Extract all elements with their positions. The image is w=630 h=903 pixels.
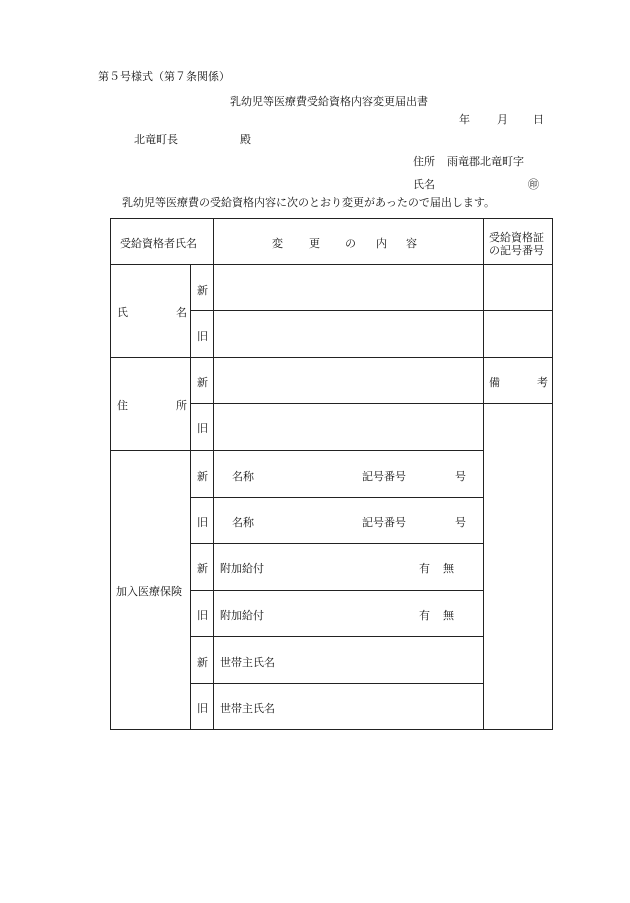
column-header-content-char: の — [345, 237, 356, 250]
addressee-honorific: 殿 — [240, 133, 251, 146]
insurance-number-suffix: 号 — [455, 470, 466, 483]
remarks-label-char: 考 — [537, 376, 548, 389]
supplement-old-mark: 旧 — [197, 609, 208, 622]
column-header-content-char: 容 — [406, 237, 417, 250]
column-header-cert-line1: 受給資格証 — [489, 231, 544, 244]
column-header-content-char: 変 — [272, 237, 283, 250]
insurance-name-old-mark: 旧 — [197, 516, 208, 529]
household-head-label: 世帯主氏名 — [220, 656, 275, 669]
address-section-label-char: 住 — [117, 399, 128, 412]
head-old-mark: 旧 — [197, 702, 208, 715]
insurance-name-label: 名称 — [232, 470, 254, 483]
insurance-code-label: 記号番号 — [362, 516, 406, 529]
supplement-no: 無 — [443, 562, 454, 575]
applicant-name-label: 氏名 — [413, 178, 435, 191]
addressee-town: 北竜町長 — [134, 133, 178, 146]
table-frame — [110, 218, 553, 730]
supplement-yes: 有 — [419, 562, 430, 575]
remarks-label-char: 備 — [489, 376, 500, 389]
name-old-mark: 旧 — [197, 330, 208, 343]
column-header-content-char: 内 — [376, 237, 387, 250]
supplement-no: 無 — [443, 609, 454, 622]
supplement-label: 附加給付 — [220, 562, 264, 575]
supplement-yes: 有 — [419, 609, 430, 622]
applicant-address-label: 住所 — [413, 155, 435, 168]
document-title: 乳幼児等医療費受給資格内容変更届出書 — [230, 95, 428, 108]
insurance-name-label: 名称 — [232, 516, 254, 529]
address-old-mark: 旧 — [197, 422, 208, 435]
supplement-label: 附加給付 — [220, 609, 264, 622]
name-new-mark: 新 — [197, 284, 208, 297]
insurance-name-new-mark: 新 — [197, 470, 208, 483]
intro-text: 乳幼児等医療費の受給資格内容に次のとおり変更があったので届出します。 — [122, 196, 496, 209]
applicant-address-value: 雨竜郡北竜町字 — [447, 155, 524, 168]
insurance-code-label: 記号番号 — [362, 470, 406, 483]
name-section-label-char: 名 — [176, 306, 187, 319]
supplement-new-mark: 新 — [197, 562, 208, 575]
name-section-label-char: 氏 — [117, 306, 128, 319]
column-header-cert-line2: の記号番号 — [489, 244, 544, 257]
seal-mark: ㊞ — [528, 178, 539, 191]
column-header-subject: 受給資格者氏名 — [120, 237, 197, 250]
address-section-label-char: 所 — [176, 399, 187, 412]
date-day-label: 日 — [533, 113, 544, 126]
household-head-label: 世帯主氏名 — [220, 702, 275, 715]
insurance-section-label: 加入医療保険 — [116, 585, 182, 598]
date-month-label: 月 — [497, 113, 508, 126]
address-new-mark: 新 — [197, 376, 208, 389]
form-number: 第５号様式（第７条関係） — [98, 70, 230, 83]
date-year-label: 年 — [459, 113, 470, 126]
head-new-mark: 新 — [197, 656, 208, 669]
insurance-number-suffix: 号 — [455, 516, 466, 529]
column-header-content-char: 更 — [309, 237, 320, 250]
